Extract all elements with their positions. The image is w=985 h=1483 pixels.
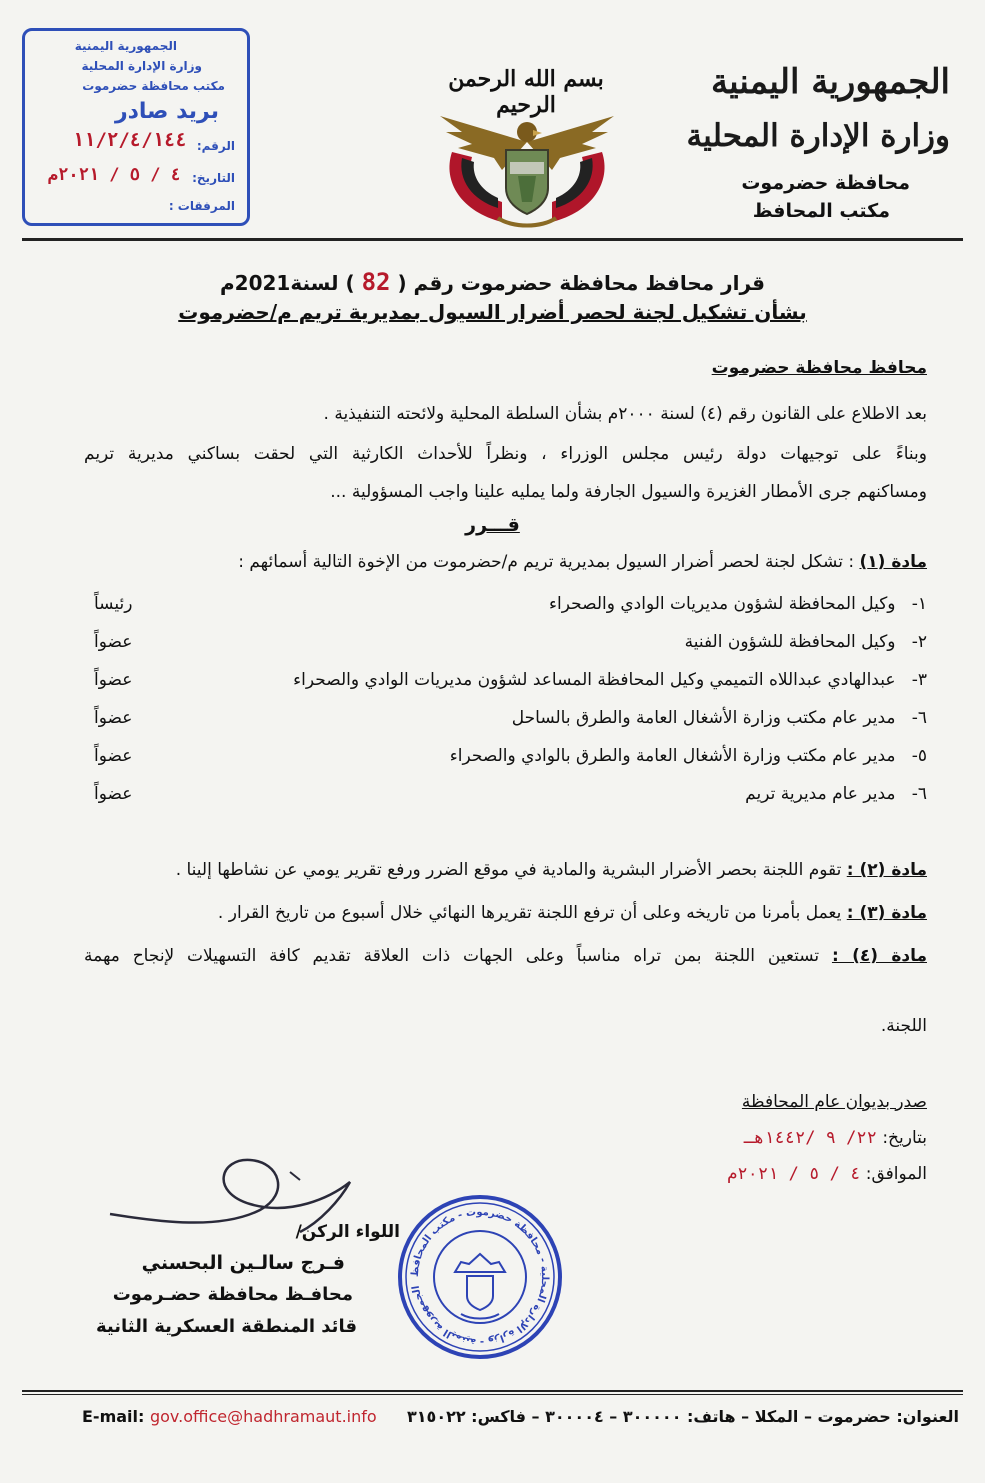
official-round-seal — [395, 1192, 565, 1366]
decision-title: قرار محافظ محافظة حضرموت رقم ( 82 ) لسنة2021م — [219, 268, 766, 296]
member-number: ٥- — [911, 746, 927, 766]
member-role: رئيساً — [94, 594, 133, 614]
hijri-label: بتاريخ: — [882, 1128, 927, 1148]
member-role: عضواً — [94, 708, 133, 728]
member-number: ٢- — [911, 632, 927, 652]
stamp-status: بريد صادر — [114, 99, 219, 124]
article-3-text: يعمل بأمرنا من تاريخه وعلى أن ترفع اللجنة تقريرها النهائي خلال أسبوع من تاريخ القرار . — [217, 903, 842, 923]
hijri-value: ٢٢/ ٩ /١٤٤٢هـ — [743, 1128, 877, 1148]
member-row — [84, 708, 927, 734]
member-name: مدير عام مكتب وزارة الأشغال العامة والطرق بالساحل — [511, 708, 896, 728]
member-number: ٣- — [911, 670, 927, 690]
member-row — [84, 632, 927, 658]
stamp-line-office: مكتب محافظة حضرموت — [82, 79, 225, 93]
article-4-label: مادة (٤) : — [831, 946, 927, 966]
signatory-rank: اللواء الركن/ — [295, 1222, 400, 1242]
member-row — [84, 784, 927, 810]
member-name: وكيل المحافظة لشؤون مديريات الوادي والصحراء — [549, 594, 896, 614]
member-name: مدير عام مكتب وزارة الأشغال العامة والطرق بالوادي والصحراء — [449, 746, 896, 766]
member-row — [84, 746, 927, 772]
article-2-label: مادة (٢) : — [846, 860, 927, 880]
article-1-label: مادة (١) — [859, 552, 927, 572]
member-name: عبدالهادي عبداللاه التميمي وكيل المحافظة المساعد لشؤون مديريات الوادي والصحراء — [293, 670, 896, 690]
footer-email — [82, 1407, 377, 1426]
member-name: مدير عام مديرية تريم — [745, 784, 896, 804]
article-2 — [176, 860, 927, 880]
decided-heading: قـــرر — [465, 514, 520, 536]
article-4 — [84, 946, 927, 966]
member-row — [84, 670, 927, 696]
email-label: E-mail: — [82, 1407, 145, 1426]
svg-text:الجمهورية اليمنية - وزارة الإد: الجمهورية اليمنية - وزارة الإدارة المحلية - محافظة حضرموت - مكتب المحافظ — [409, 1206, 551, 1348]
footer-divider-top — [22, 1390, 963, 1392]
member-role: عضواً — [94, 746, 133, 766]
issued-place: صدر بديوان عام المحافظة — [741, 1092, 927, 1112]
stamp-number-value: ١١/٢/٤/١٤٤ — [72, 129, 187, 151]
issued-hijri-date — [744, 1128, 927, 1148]
article-1-text: : تشكل لجنة لحصر أضرار السيول بمديرية تريم م/حضرموت من الإخوة التالية أسمائهم : — [238, 552, 855, 572]
decision-number: 82 — [361, 268, 391, 296]
member-role: عضواً — [94, 784, 133, 804]
signatory-command: قائد المنطقة العسكرية الثانية — [95, 1316, 357, 1337]
header-governorate: محافظة حضرموت — [741, 172, 910, 194]
member-role: عضواً — [94, 632, 133, 652]
issued-gregorian-date — [727, 1164, 927, 1184]
stamp-attachments-label: المرفقات : — [168, 199, 235, 213]
signatory-name: فـرج سالـين البحسني — [141, 1252, 345, 1274]
member-row — [84, 594, 927, 620]
preamble-line-1: بعد الاطلاع على القانون رقم (٤) لسنة ٢٠٠٠م بشأن السلطة المحلية ولائحته التنفيذية . — [323, 404, 927, 424]
article-4-continuation: اللجنة. — [880, 1016, 927, 1036]
email-link[interactable]: gov.office@hadhramaut.info — [149, 1407, 377, 1426]
article-3 — [218, 903, 927, 923]
article-2-text: تقوم اللجنة بحصر الأضرار البشرية والمادية في موقع الضرر ورفع تقرير يومي عن نشاطها إلينا . — [175, 860, 842, 880]
header-ministry: وزارة الإدارة المحلية — [686, 118, 950, 154]
gregorian-label: الموافق: — [865, 1164, 927, 1184]
preamble-line-3: ومساكنهم جرى الأمطار الغزيرة والسيول الجارفة ولما يمليه علينا واجب المسؤولية ... — [330, 482, 927, 502]
article-3-label: مادة (٣) : — [846, 903, 927, 923]
footer-divider-bottom — [22, 1394, 963, 1395]
decision-subject: بشأن تشكيل لجنة لحصر أضرار السيول بمديرية تريم م/حضرموت — [178, 300, 807, 324]
outgoing-mail-stamp — [22, 28, 250, 226]
stamp-date-value: ٤ / ٥ / ٢٠٢١م — [47, 165, 181, 185]
stamp-line-ministry: وزارة الإدارة المحلية — [81, 59, 202, 73]
article-4-text: تستعين اللجنة بمن تراه مناسباً وعلى الجهات ذات العلاقة تقديم كافة التسهيلات لإنجاح مهمة — [84, 946, 820, 966]
yemen-eagle-emblem-icon — [432, 102, 622, 238]
bismillah: بسم الله الرحمن الرحيم — [448, 66, 604, 118]
preamble-line-2: وبناءً على توجيهات دولة رئيس مجلس الوزراء ، ونظراً للأحداث الكارثية التي لحقت بساكني مديرية تريم — [84, 444, 927, 464]
stamp-line-republic: الجمهورية اليمنية — [74, 39, 177, 53]
header-divider — [22, 238, 963, 241]
footer-address: العنوان: حضرموت – المكلا – هاتف: ٣٠٠٠٠٠ – ٣٠٠٠٠٤ – فاكس: ٣١٥٠٢٢ — [407, 1407, 959, 1426]
article-1 — [238, 552, 927, 572]
signatory-title: محافـظ محافظة حضـرموت — [112, 1284, 353, 1305]
member-role: عضواً — [94, 670, 133, 690]
stamp-number-label: الرقم: — [196, 139, 235, 153]
member-number: ٦- — [911, 708, 927, 728]
header-republic: الجمهورية اليمنية — [710, 62, 950, 102]
member-number: ٦- — [911, 784, 927, 804]
gregorian-value: ٤ / ٥ / ٢٠٢١م — [727, 1164, 861, 1184]
member-number: ١- — [911, 594, 927, 614]
addressee: محافظ محافظة حضرموت — [711, 358, 927, 378]
header-office: مكتب المحافظ — [752, 200, 890, 222]
stamp-date-label: التاريخ: — [192, 171, 235, 185]
member-name: وكيل المحافظة للشؤون الفنية — [684, 632, 896, 652]
